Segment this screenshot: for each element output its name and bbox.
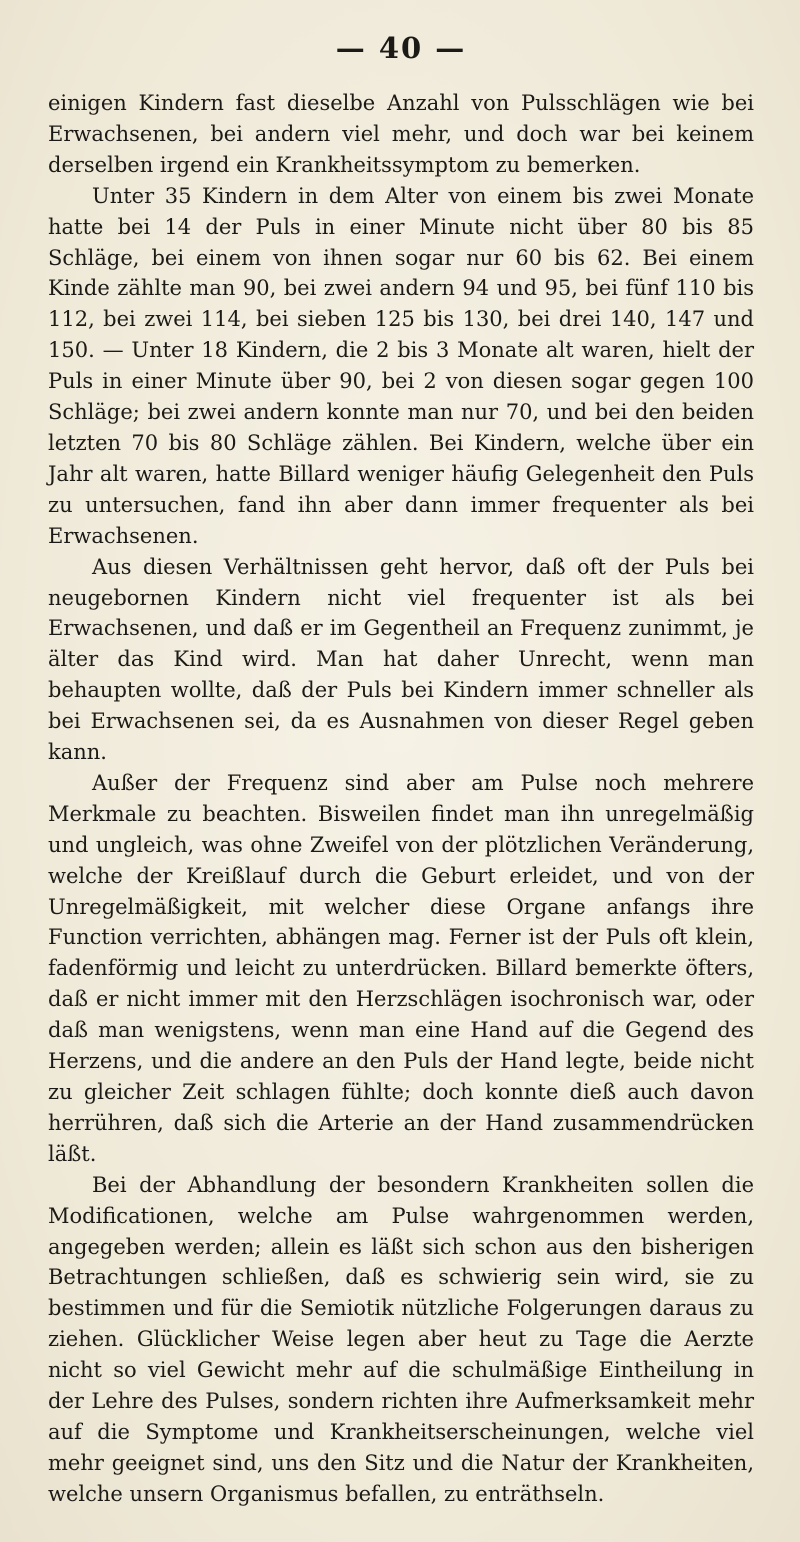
paragraph-pulse-counts: Unter 35 Kindern in dem Alter von einem bis zwei Monate hatte bei 14 der Puls in einer Minute nicht über 80 bis 85 Schläge, bei einem von ihnen sogar nur 60 bis 62. Bei einem Kinde zählte man 90, bei zwei andern 94 und 95, bei fünf 110 bis 112, bei zwei 114, bei sieben 125 bis 130, bei drei 140, 147 und 150. — Unter 18 Kindern, die 2 bis 3 Monate alt waren, hielt der Puls in einer Minute über 90, bei 2 von diesen sogar gegen 100 Schläge; bei zwei andern konnte man nur 70, und bei den beiden letzten 70 bis 80 Schläge zählen. Bei Kindern, welche über ein Jahr alt waren, hatte Billard weniger häufig Gelegenheit den Puls zu untersuchen, fand ihn aber dann immer frequenter als bei Erwachsenen. — [48, 183, 754, 548]
paragraph-continuation: einigen Kindern fast dieselbe Anzahl von Pulsschlägen wie bei Erwachsenen, bei andern viel mehr, und doch war bei keinem derselben irgend ein Krankheitssymptom zu bemerken. — [48, 91, 754, 177]
page-number: — 40 — — [335, 31, 467, 65]
paragraph-modifications: Bei der Abhandlung der besondern Krankheiten sollen die Modificationen, welche am Pulse wahrgenommen werden, angegeben werden; allein es läßt sich schon aus den bisherigen Betrachtungen schließen, daß es schwierig sein wird, sie zu bestimmen und für die Semiotik nützliche Folgerungen daraus zu ziehen. Glücklicher Weise legen aber heut zu Tage die Aerzte nicht so viel Gewicht mehr auf die schulmäßige Eintheilung in der Lehre des Pulses, sondern richten ihre Aufmerksamkeit mehr auf die Symptome und Krankheitserscheinungen, welche viel mehr geeignet sind, uns den Sitz und die Natur der Krankheiten, welche unsern Organismus befallen, zu enträthseln. — [48, 1172, 754, 1506]
paragraph-conclusion-frequency: Aus diesen Verhältnissen geht hervor, daß oft der Puls bei neugebornen Kindern nicht viel frequenter ist als bei Erwachsenen, und daß er im Gegentheil an Frequenz zunimmt, je älter das Kind wird. Man hat daher Unrecht, wenn man behaupten wollte, daß der Puls bei Kindern immer schneller als bei Erwachsenen sei, da es Ausnahmen von dieser Regel geben kann. — [48, 554, 754, 765]
paragraph-other-characteristics: Außer der Frequenz sind aber am Pulse noch mehrere Merkmale zu beachten. Bisweilen findet man ihn unregelmäßig und ungleich, was ohne Zweifel von der plötzlichen Veränderung, welche der Kreißlauf durch die Geburt erleidet, und von der Unregelmäßigkeit, mit welcher diese Organe anfangs ihre Function verrichten, abhängen mag. Ferner ist der Puls oft klein, fadenförmig und leicht zu unterdrücken. Billard bemerkte öfters, daß er nicht immer mit den Herzschlägen isochronisch war, oder daß man wenigstens, wenn man eine Hand auf die Gegend des Herzens, und die andere an den Puls der Hand legte, beide nicht zu gleicher Zeit schlagen fühlte; doch konnte dieß auch davon herrühren, daß sich die Arterie an der Hand zusammendrücken läßt. — [48, 770, 754, 1166]
body-text — [48, 88, 754, 1510]
